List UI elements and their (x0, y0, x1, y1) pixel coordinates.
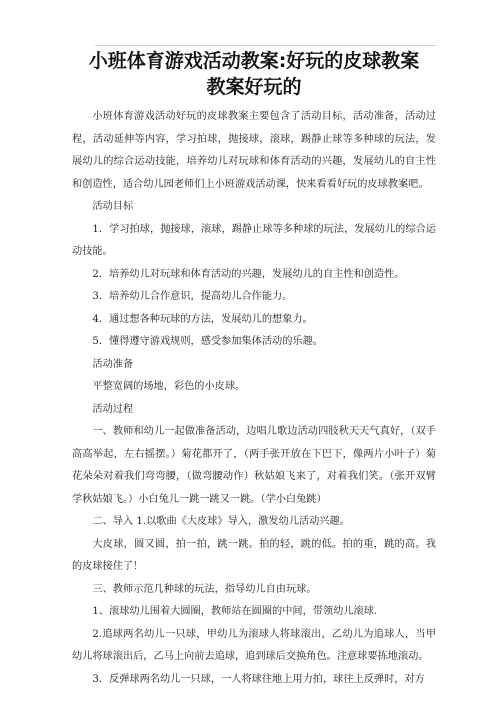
process-step: 二、导入 1.以歌曲《大皮球》导入，激发幼儿活动兴趣。 (92, 516, 350, 527)
preparation-text: 平整宽阔的场地，彩色的小皮球。 (92, 381, 246, 392)
section-heading-preparation: 活动准备 (92, 358, 134, 370)
process-step: 3．反弹球两名幼儿一只球，一人将球往地上用力拍，球往上反弹时，对方 (92, 673, 425, 685)
song-lyrics: 大皮球，圆又圆，拍一拍，跳一跳。拍的轻，跳的低。拍的重，跳的高。我的皮球接住了！ (72, 538, 436, 572)
document-title (72, 0, 436, 100)
intro-paragraph: 小班体育游戏活动好玩的皮球教案主要包含了活动目标，活动准备，活动过程，活动延伸等内容，学习拍球，抛接球，滚球，踢静止球等多种球的玩法，发展幼儿的综合运动技能，培养幼儿对玩球和体育活动的兴趣，发展幼儿的自主性和创造性，适合幼儿园老师们上小班游戏活动课，快来看看好玩的皮球教案吧。 (72, 111, 436, 190)
process-step: 三、教师示范几种球的玩法，指导幼儿自由玩球。 (92, 583, 317, 595)
title-line-2: 教案好玩的 (206, 76, 302, 98)
header-rule (95, 45, 436, 46)
process-step: 一、教师和幼儿一起做准备活动，边唱儿歌边活动四肢秋天天气真好，（双手高高举起，左右摇摆。）菊花都开了，（两手张开放在下巴下，像两片小叶子）菊花朵朵对着我们弯弯腰，（做弯腰动作）秋姑娘飞来了，对着我们笑。（张开双臂学秋姑娘飞。）小白兔儿一跳一跳又一跳。（学小白兔跳） (72, 426, 436, 505)
goal-item: 1．学习拍球，抛接球，滚球，踢静止球等多种球的玩法，发展幼儿的综合运动技能。 (72, 223, 436, 257)
title-line-1: 小班体育游戏活动教案:好玩的皮球教案 (88, 50, 420, 72)
process-step: 1、滚球幼儿围着大圆圈，教师站在圆圈的中间，带领幼儿滚球. (92, 606, 378, 617)
goal-item: 2．培养幼儿对玩球和体育活动的兴趣，发展幼儿的自主性和创造性。 (92, 268, 405, 280)
goal-item: 4．通过想各种玩球的方法，发展幼儿的想象力。 (92, 313, 313, 325)
document-body (72, 106, 436, 691)
section-heading-goals: 活动目标 (92, 201, 134, 212)
process-step: 2.追球两名幼儿一只球，甲幼儿为滚球人将球滚出，乙幼儿为追球人，当甲幼儿将球滚出后，乙马上向前去追球，追到球后交换角色。注意球要拣地滚动。 (72, 628, 436, 662)
goal-item: 3．培养幼儿合作意识，提高幼儿合作能力。 (92, 291, 293, 302)
section-heading-process: 活动过程 (92, 403, 134, 415)
goal-item: 5．懂得遵守游戏规则，感受参加集体活动的乐趣。 (92, 336, 323, 347)
